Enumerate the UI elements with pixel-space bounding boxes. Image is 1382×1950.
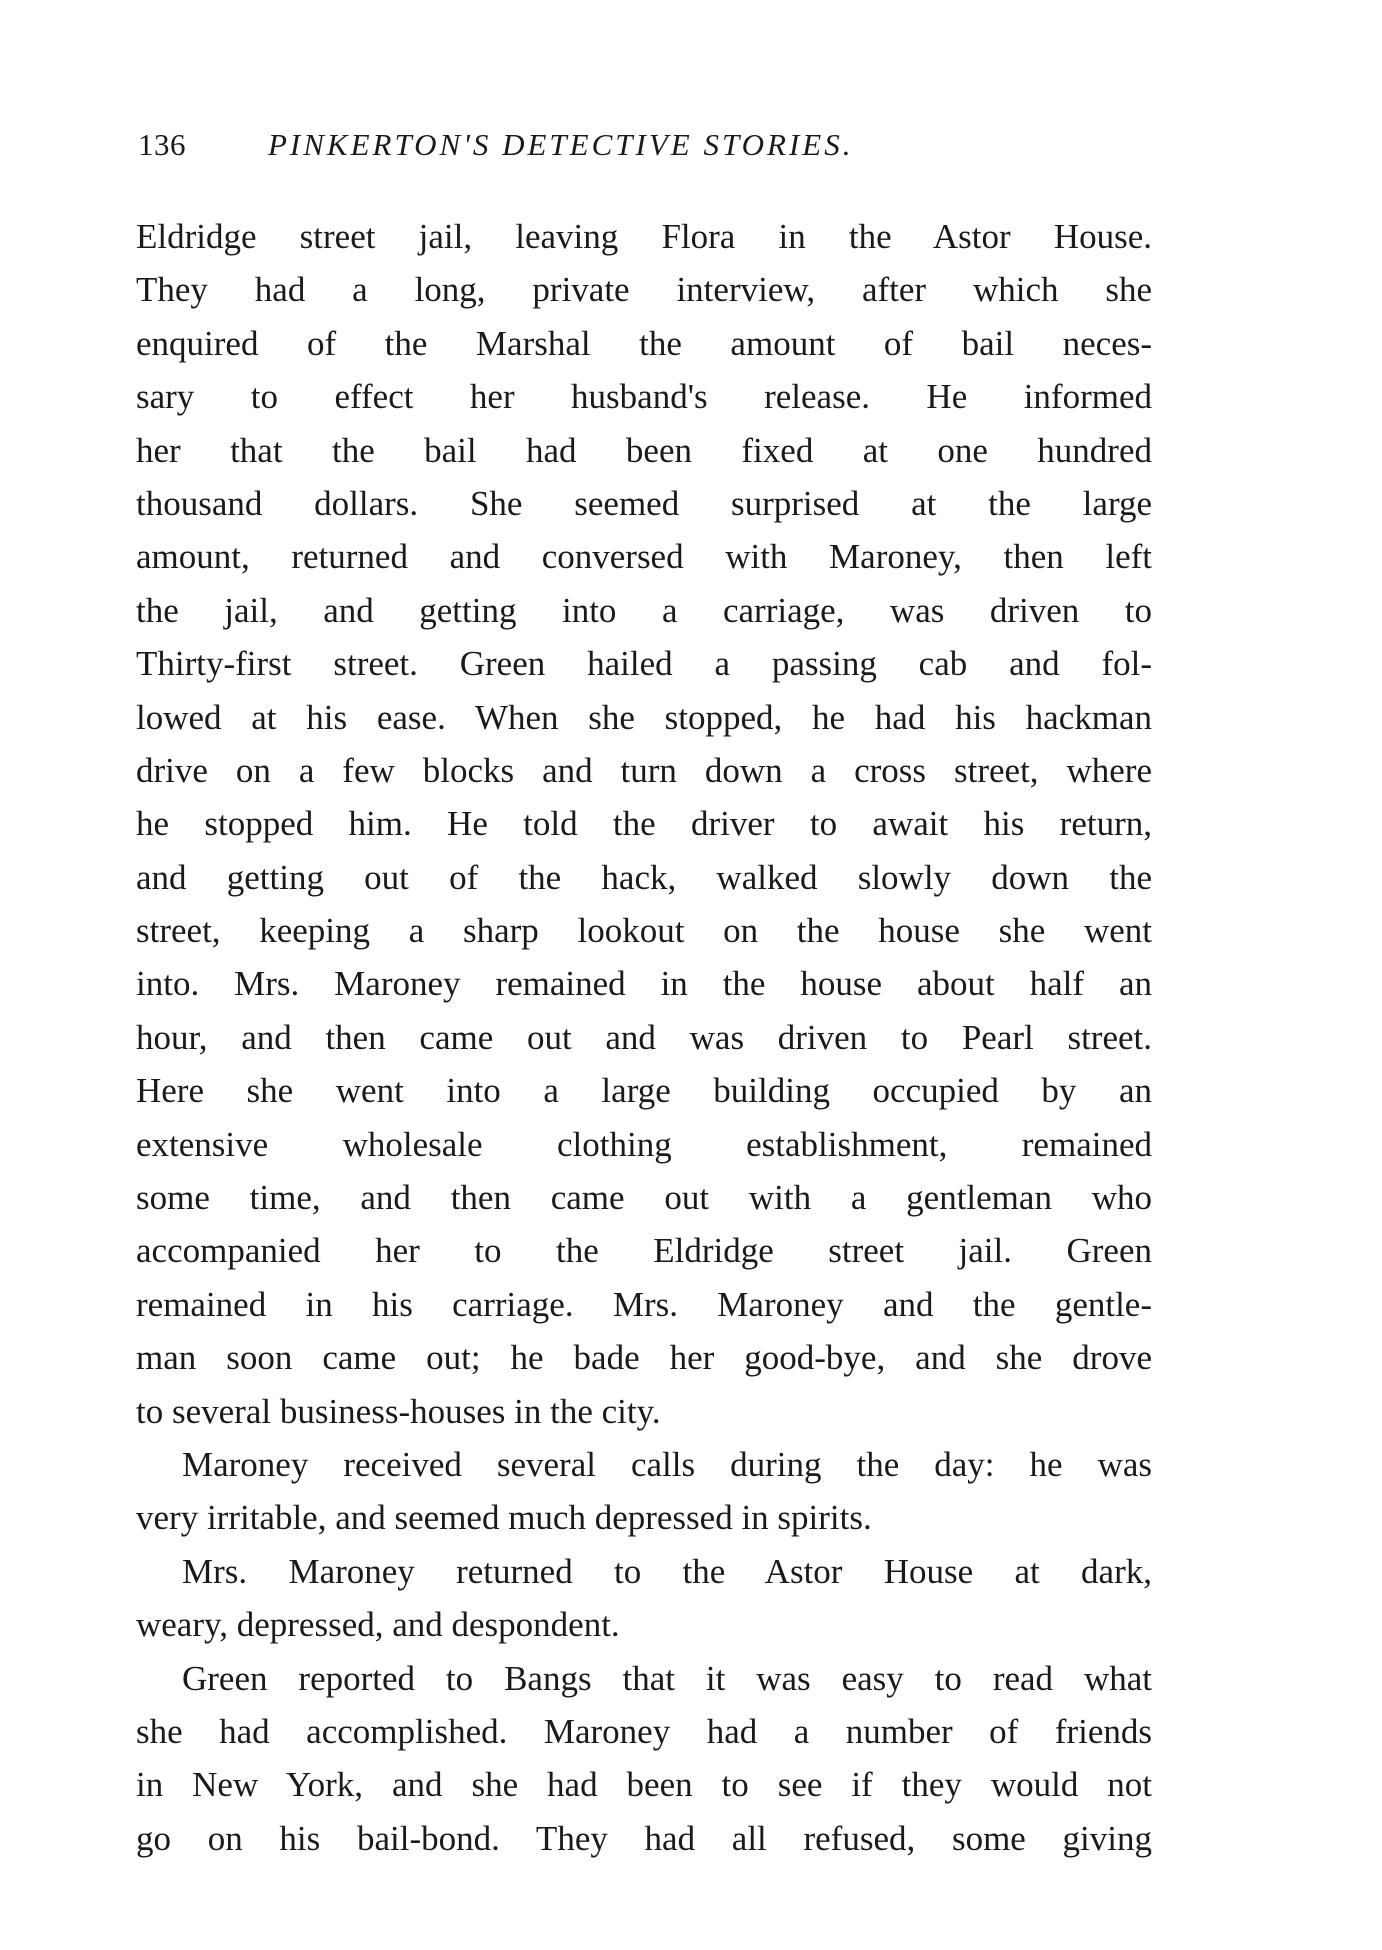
paragraph [136, 1438, 1152, 1545]
text-line: enquired of the Marshal the amount of bail neces- [136, 323, 1152, 363]
body-text [136, 210, 1152, 1865]
text-line: thousand dollars. She seemed surprised at the large [136, 483, 1152, 523]
text-line: her that the bail had been fixed at one hundred [136, 430, 1152, 470]
paragraph [136, 210, 1152, 1438]
text-line: very irritable, and seemed much depressed in spirits. [136, 1498, 872, 1538]
text-line: lowed at his ease. When she stopped, he had his hackman [136, 697, 1152, 737]
text-line: remained in his carriage. Mrs. Maroney and the gentle- [136, 1284, 1152, 1324]
text-line: and getting out of the hack, walked slowly down the [136, 857, 1152, 897]
running-title: PINKERTON'S DETECTIVE STORIES. [268, 127, 854, 162]
paragraph [136, 1545, 1152, 1652]
text-line: into. Mrs. Maroney remained in the house about half an [136, 964, 1152, 1004]
text-line: They had a long, private interview, after which she [136, 270, 1152, 310]
text-line: he stopped him. He told the driver to await his return, [136, 804, 1152, 844]
text-line: go on his bail-bond. They had all refused, some giving [136, 1818, 1152, 1858]
running-head [138, 127, 1148, 167]
text-line: she had accomplished. Maroney had a number of friends [136, 1711, 1152, 1751]
text-line: sary to effect her husband's release. He informed [136, 377, 1152, 417]
text-line: weary, depressed, and despondent. [136, 1605, 620, 1645]
text-line: accompanied her to the Eldridge street jail. Green [136, 1231, 1152, 1271]
text-line: street, keeping a sharp lookout on the house she went [136, 911, 1152, 951]
text-line: Thirty-first street. Green hailed a passing cab and fol- [136, 644, 1152, 684]
text-line: Here she went into a large building occupied by an [136, 1071, 1152, 1111]
text-line: extensive wholesale clothing establishment, remained [136, 1124, 1152, 1164]
text-line: hour, and then came out and was driven to Pearl street. [136, 1017, 1152, 1057]
text-line: Eldridge street jail, leaving Flora in the Astor House. [136, 217, 1152, 256]
text-line: Green reported to Bangs that it was easy to read what [182, 1658, 1152, 1698]
paragraph [136, 1652, 1152, 1866]
text-line: amount, returned and conversed with Maroney, then left [136, 537, 1152, 577]
text-line: the jail, and getting into a carriage, was driven to [136, 590, 1152, 630]
text-line: Maroney received several calls during the day: he was [182, 1444, 1152, 1484]
text-line: man soon came out; he bade her good-bye, and she drove [136, 1338, 1152, 1378]
page-number: 136 [138, 127, 186, 162]
text-line: drive on a few blocks and turn down a cross street, where [136, 750, 1152, 790]
text-line: some time, and then came out with a gentleman who [136, 1178, 1152, 1218]
text-line: to several business-houses in the city. [136, 1391, 661, 1431]
text-line: in New York, and she had been to see if they would not [136, 1765, 1152, 1805]
text-line: Mrs. Maroney returned to the Astor House at dark, [182, 1551, 1152, 1591]
